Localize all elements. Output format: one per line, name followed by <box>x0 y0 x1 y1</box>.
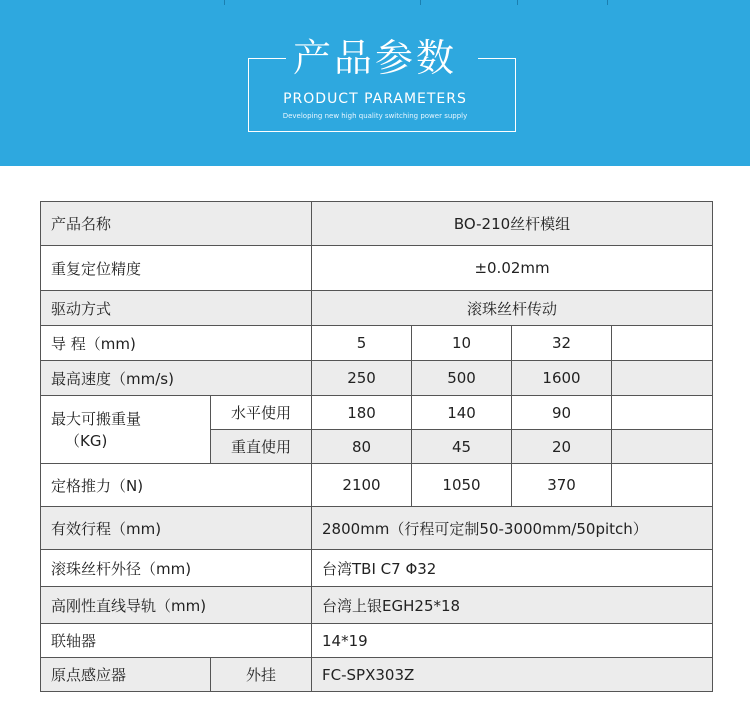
row-label-repeat-accuracy: 重复定位精度 <box>41 246 312 291</box>
row-label-rated-thrust: 定格推力（N) <box>41 464 312 507</box>
table-row <box>41 326 713 361</box>
table-row <box>41 624 713 658</box>
row-label-drive-mode: 驱动方式 <box>41 291 312 326</box>
row-label-screw-diameter: 滚珠丝杆外径（mm) <box>41 550 312 587</box>
horizontal-load-value: 180 <box>312 396 412 430</box>
table-row <box>41 361 713 396</box>
sub-label-vertical: 重直使用 <box>211 430 312 464</box>
page-subtitle: Developing new high quality switching power supply <box>282 112 468 120</box>
max-speed-value: 250 <box>312 361 412 396</box>
row-value-screw-diameter: 台湾TBI C7 Φ32 <box>312 550 713 587</box>
rated-thrust-value <box>612 464 713 507</box>
rated-thrust-value: 370 <box>512 464 612 507</box>
horizontal-load-value: 140 <box>412 396 512 430</box>
row-label-coupling: 联轴器 <box>41 624 312 658</box>
table-row <box>41 550 713 587</box>
max-load-label-line2: （KG) <box>65 431 108 450</box>
rated-thrust-value: 2100 <box>312 464 412 507</box>
sub-label-horizontal: 水平使用 <box>211 396 312 430</box>
row-value-drive-mode: 滚珠丝杆传动 <box>312 291 713 326</box>
table-row <box>41 291 713 326</box>
row-value-coupling: 14*19 <box>312 624 713 658</box>
row-label-max-load <box>41 396 211 464</box>
lead-value: 5 <box>312 326 412 361</box>
table-row <box>41 658 713 692</box>
rated-thrust-value: 1050 <box>412 464 512 507</box>
vertical-load-value: 80 <box>312 430 412 464</box>
table-row <box>41 246 713 291</box>
vertical-load-value: 20 <box>512 430 612 464</box>
page-title-english: PRODUCT PARAMETERS <box>283 91 467 107</box>
row-label-guide-rail: 高刚性直线导轨（mm) <box>41 587 312 624</box>
max-speed-value <box>612 361 713 396</box>
horizontal-load-value <box>612 396 713 430</box>
lead-value <box>612 326 713 361</box>
sub-label-origin-sensor: 外挂 <box>211 658 312 692</box>
row-label-stroke: 有效行程（mm) <box>41 507 312 550</box>
row-value-repeat-accuracy: ±0.02mm <box>312 246 713 291</box>
max-speed-value: 1600 <box>512 361 612 396</box>
row-label-product-name: 产品名称 <box>41 202 312 246</box>
row-label-max-speed: 最高速度（mm/s) <box>41 361 312 396</box>
lead-value: 32 <box>512 326 612 361</box>
page-title: 产品参数 <box>292 36 457 80</box>
row-value-stroke: 2800mm（行程可定制50-3000mm/50pitch） <box>312 507 713 550</box>
lead-value: 10 <box>412 326 512 361</box>
row-value-product-name: BO-210丝杆模组 <box>312 202 713 246</box>
table-row <box>41 507 713 550</box>
parameters-table <box>40 201 713 692</box>
max-speed-value: 500 <box>412 361 512 396</box>
row-value-guide-rail: 台湾上银EGH25*18 <box>312 587 713 624</box>
header-banner <box>0 0 750 166</box>
table-row <box>41 202 713 246</box>
vertical-load-value <box>612 430 713 464</box>
table-row <box>41 587 713 624</box>
row-label-origin-sensor: 原点感应器 <box>41 658 211 692</box>
max-load-label-line1: 最大可搬重量 <box>51 409 142 428</box>
horizontal-load-value: 90 <box>512 396 612 430</box>
banner-tick-marks <box>0 0 750 6</box>
row-label-lead: 导 程（mm) <box>41 326 312 361</box>
vertical-load-value: 45 <box>412 430 512 464</box>
table-row <box>41 396 713 430</box>
table-row <box>41 464 713 507</box>
row-value-origin-sensor: FC-SPX303Z <box>312 658 713 692</box>
